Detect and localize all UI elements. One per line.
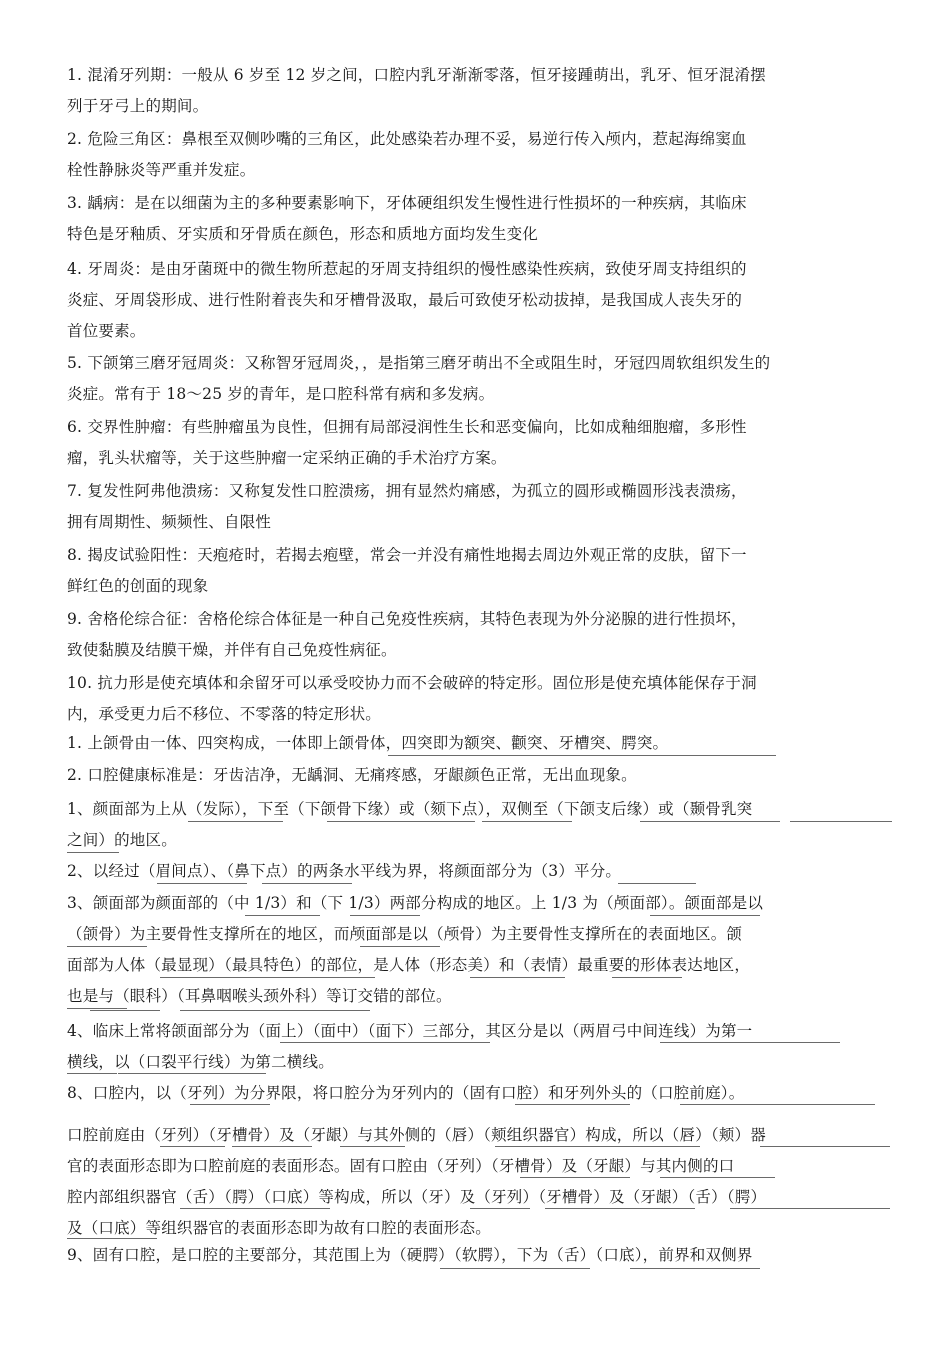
- underline: [355, 1042, 430, 1043]
- underline: [67, 852, 119, 853]
- fill-blank-item: [67, 1016, 867, 1078]
- definition-item: [67, 476, 867, 538]
- definition-item: [67, 188, 867, 250]
- underline: [650, 915, 760, 916]
- short-item: [67, 760, 867, 791]
- text-line: 拥有周期性、频频性、自限性: [67, 513, 272, 531]
- definition-item: [67, 348, 867, 410]
- text-line: 2. 危险三角区：鼻根至双侧吵嘴的三角区，此处感染若办理不妥，易逆行传入颅内，惹起海绵窦血: [67, 130, 747, 148]
- text-line: 1. 混淆牙列期：一般从 6 岁至 12 岁之间，口腔内乳牙渐渐零落，恒牙接踵萌出，乳牙、恒牙混淆摆: [67, 66, 767, 84]
- text-line: 特色是牙釉质、牙实质和牙骨质在颜色，形态和质地方面均发生变化: [67, 225, 539, 243]
- underline: [118, 1073, 266, 1074]
- underline: [470, 977, 565, 978]
- underline: [515, 1104, 630, 1105]
- fill-blank-item: [67, 1120, 867, 1244]
- fill-blank-item: [67, 794, 867, 856]
- text-line: （颌骨）为主要骨性支撑所在的地区，而颅面部是以（颅骨）为主要骨性支撑所在的表面地区。颌: [67, 925, 743, 943]
- underline: [660, 1042, 840, 1043]
- text-line: 之间）的地区。: [67, 831, 177, 849]
- underline: [160, 1146, 225, 1147]
- underline: [190, 1104, 270, 1105]
- underline: [760, 1146, 890, 1147]
- text-line: 瘤，乳头状瘤等，关于这些肿瘤一定采纳正确的手术治疗方案。: [67, 449, 507, 467]
- underline: [470, 1208, 530, 1209]
- definition-item: [67, 412, 867, 474]
- underline: [482, 821, 572, 822]
- text-line: 2. 口腔健康标准是：牙齿洁净，无龋洞、无痛疼感，牙龈颜色正常，无出血现象。: [67, 766, 637, 784]
- underline: [90, 1010, 160, 1011]
- text-line: 鲜红色的创面的现象: [67, 577, 209, 595]
- underline: [545, 1208, 695, 1209]
- text-line: 9、固有口腔，是口腔的主要部分，其范围上为（硬腭）（软腭），下为（舌）（口底），前界和双侧界: [67, 1246, 753, 1264]
- underline: [67, 946, 147, 947]
- underline: [67, 1238, 157, 1239]
- text-line: 1、颜面部为上从（发际），下至（下颌骨下缘）或（颏下点），双侧至（下颌支后缘）或（颞骨乳突: [67, 800, 753, 818]
- underline: [180, 1010, 370, 1011]
- underline: [520, 1177, 630, 1178]
- underline: [618, 883, 696, 884]
- text-line: 官的表面形态即为口腔前庭的表面形态。固有口腔由（牙列）（牙槽骨）及（牙龈）与其内侧的口: [67, 1157, 735, 1175]
- underline: [350, 915, 420, 916]
- text-line: 炎症。常有于 18～25 岁的青年，是口腔科常有病和多发病。: [67, 385, 495, 403]
- definition-item: [67, 124, 867, 186]
- underline: [340, 1146, 405, 1147]
- text-line: 致使黏膜及结膜干燥，并伴有自己免疫性病征。: [67, 641, 397, 659]
- text-line: 面部为人体（最显现）（最具特色）的部位，是人体（形态美）和（表情）最重要的形体表达地区，: [67, 956, 751, 974]
- underline: [680, 1104, 875, 1105]
- underline: [790, 821, 892, 822]
- text-line: 2、以经过（眉间点）、（鼻下点）的两条水平线为界，将颜面部分为（3）平分。: [67, 862, 622, 880]
- definition-item: [67, 668, 867, 730]
- underline: [67, 1073, 117, 1074]
- definition-item: [67, 540, 867, 602]
- text-line: 也是与（眼科）（耳鼻咽喉头颈外科）等订交错的部位。: [67, 987, 452, 1005]
- text-line: 7. 复发性阿弗他溃疡：又称复发性口腔溃疡，拥有显然灼痛感，为孤立的圆形或椭圆形浅表溃疡，: [67, 482, 747, 500]
- text-line: 9. 舍格伦综合征：舍格伦综合体征是一种自己免疫性疾病，其特色表现为外分泌腺的进行性损坏，: [67, 610, 747, 628]
- definition-item: [67, 604, 867, 666]
- text-line: 3、颌面部为颜面部的（中 1/3）和（下 1/3）两部分构成的地区。上 1/3 为（颅面部）。颌面部是以: [67, 894, 764, 912]
- underline: [232, 1146, 312, 1147]
- underline: [730, 1208, 890, 1209]
- text-line: 8、口腔内，以（牙列）为分界限，将口腔分为牙列内的（固有口腔）和牙列外头的（口腔前庭）。: [67, 1084, 745, 1102]
- text-line: 3. 龋病：是在以细菌为主的多种要素影响下，牙体硬组织发生慢性进行性损坏的一种疾病，其临床: [67, 194, 747, 212]
- underline: [280, 1042, 355, 1043]
- underline: [640, 821, 780, 822]
- underline: [630, 1268, 760, 1269]
- text-line: 1. 上颌骨由一体、四突构成，一体即上颌骨体，四突即为额突、颧突、牙槽突、腭突。: [67, 734, 669, 752]
- underline: [262, 883, 352, 884]
- underline: [495, 1146, 700, 1147]
- text-line: 首位要素。: [67, 322, 146, 340]
- text-line: 4. 牙周炎：是由牙菌斑中的微生物所惹起的牙周支持组织的慢性感染性疾病，致使牙周支持组织的: [67, 260, 747, 278]
- text-line: 栓性静脉炎等严重并发症。: [67, 161, 256, 179]
- underline: [157, 883, 247, 884]
- text-line: 横线，以（口裂平行线）为第二横线。: [67, 1053, 334, 1071]
- definition-item: [67, 60, 867, 122]
- text-line: 10. 抗力形是使充填体和余留牙可以承受咬协力而不会破碎的特定形。固位形是使充填体能保存于洞: [67, 674, 757, 692]
- text-line: 内，承受更力后不移位、不零落的特定形状。: [67, 705, 382, 723]
- underline: [430, 1042, 490, 1043]
- text-line: 口腔前庭由（牙列）（牙槽骨）及（牙龈）与其外侧的（唇）（颊组织器官）构成，所以（唇）（颊）器: [67, 1126, 766, 1144]
- underline: [245, 915, 320, 916]
- definition-item: [67, 254, 867, 347]
- underline: [188, 821, 283, 822]
- text-line: 8. 揭皮试验阳性：天疱疮时，若揭去疱壁，常会一并没有痛性地揭去周边外观正常的皮肤，留下一: [67, 546, 747, 564]
- underline: [360, 946, 440, 947]
- underline: [180, 1208, 330, 1209]
- text-line: 5. 下颌第三磨牙冠周炎：又称智牙冠周炎，，是指第三磨牙萌出不全或阻生时，牙冠四周软组织发生的: [67, 354, 771, 372]
- underline: [160, 977, 255, 978]
- text-line: 腔内部组织器官（舌）（腭）（口底）等构成，所以（牙）及（牙列）（牙槽骨）及（牙龈）（舌）（腭）: [67, 1188, 767, 1206]
- text-line: 6. 交界性肿瘤：有些肿瘤虽为良性，但拥有局部浸润性生长和恶变偏向，比如成釉细胞瘤，多形性: [67, 418, 747, 436]
- text-line: 炎症、牙周袋形成、进行性附着丧失和牙槽骨汲取，最后可致使牙松动拔掉，是我国成人丧失牙的: [67, 291, 743, 309]
- text-line: 及（口底）等组织器官的表面形态即为故有口腔的表面形态。: [67, 1219, 491, 1237]
- fill-blank-item: [67, 888, 867, 1012]
- underline: [255, 977, 375, 978]
- underline: [388, 755, 776, 756]
- underline: [440, 1268, 590, 1269]
- underline: [660, 1177, 775, 1178]
- underline: [612, 977, 682, 978]
- fill-blank-item: [67, 1240, 867, 1271]
- underline: [67, 1008, 127, 1009]
- underline: [327, 821, 475, 822]
- text-line: 4、临床上常将颌面部分为（面上）（面中）（面下）三部分，其区分是以（两眉弓中间连线）为第一: [67, 1022, 753, 1040]
- text-line: 列于牙弓上的期间。: [67, 97, 209, 115]
